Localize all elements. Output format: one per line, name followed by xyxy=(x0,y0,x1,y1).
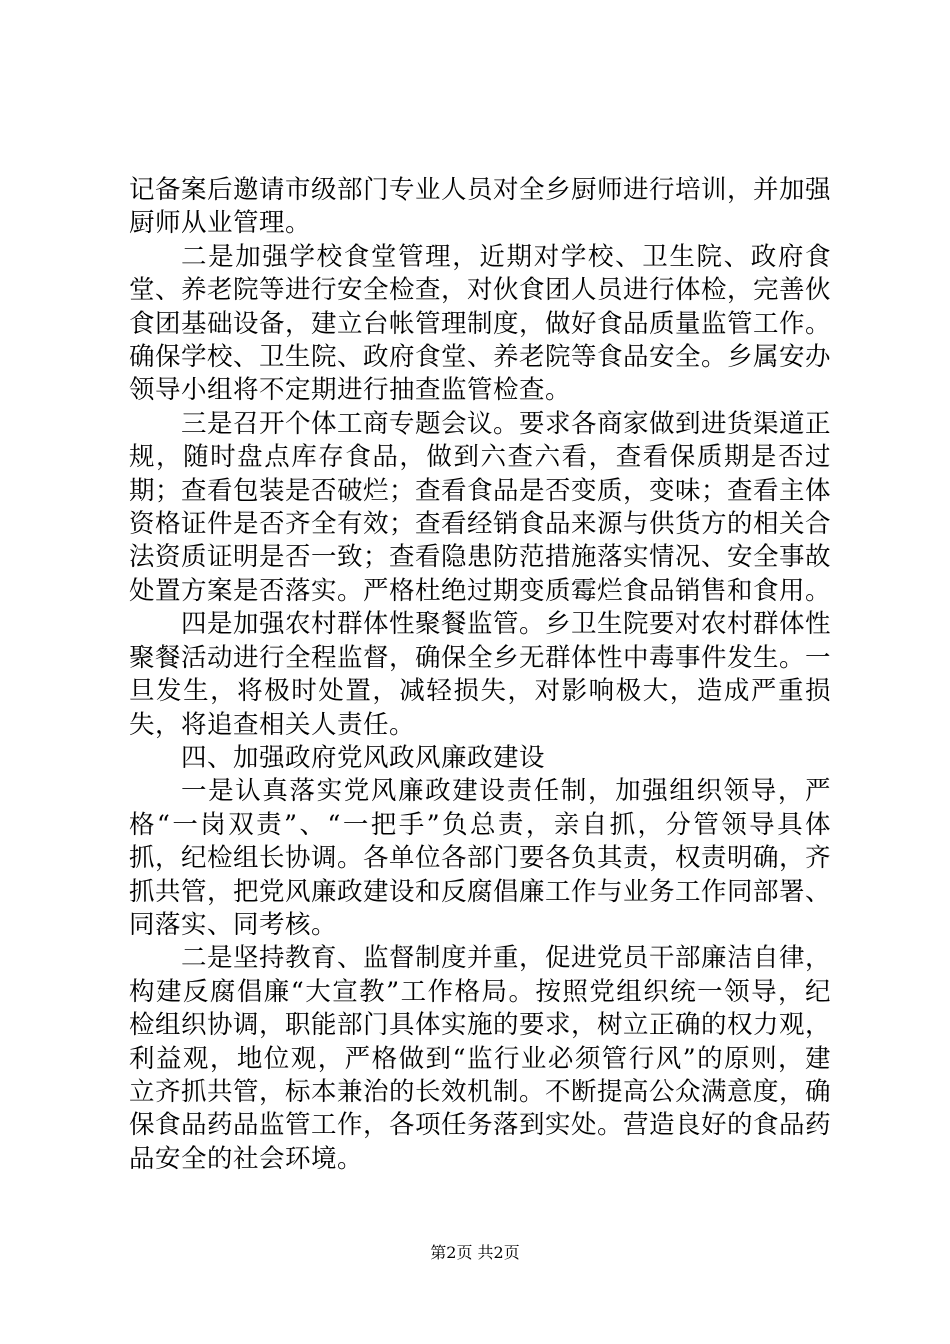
paragraph-6: 二是坚持教育、监督制度并重，促进党员干部廉洁自律，构建反腐倡廉“大宣教”工作格局。按照党组织统一领导，纪检组织协调，职能部门具体实施的要求，树立正确的权力观，利益观，地位观，严格做到“监行业必须管行风”的原则，建立齐抓共管，标本兼治的长效机制。不断提高公众满意度，确保食品药品监管工作，各项任务落到实处。营造良好的食品药品安全的社会环境。 xyxy=(129,943,832,1174)
paragraph-1: 记备案后邀请市级部门专业人员对全乡厨师进行培训，并加强厨师从业管理。 xyxy=(129,175,832,239)
document-body xyxy=(129,174,831,1176)
paragraph-5: 一是认真落实党风廉政建设责任制，加强组织领导，严格“一岗双责”、“一把手”负总责，亲自抓，分管领导具体抓，纪检组长协调。各单位各部门要各负其责，权责明确，齐抓共管，把党风廉政建设和反腐倡廉工作与业务工作同部署、同落实、同考核。 xyxy=(129,776,832,940)
paragraph-2: 二是加强学校食堂管理，近期对学校、卫生院、政府食堂、养老院等进行安全检查，对伙食团人员进行体检，完善伙食团基础设备，建立台帐管理制度，做好食品质量监管工作。确保学校、卫生院、政府食堂、养老院等食品安全。乡属安办领导小组将不定期进行抽查监管检查。 xyxy=(129,241,832,406)
page-footer: 第2页 共2页 xyxy=(430,1243,520,1262)
paragraph-4: 四是加强农村群体性聚餐监管。乡卫生院要对农村群体性聚餐活动进行全程监督，确保全乡无群体性中毒事件发生。一旦发生，将极时处置，减轻损失，对影响极大，造成严重损失，将追查相关人责任。 xyxy=(129,609,832,740)
section-heading: 四、加强政府党风政风廉政建设 xyxy=(181,742,546,773)
paragraph-3: 三是召开个体工商专题会议。要求各商家做到进货渠道正规，随时盘点库存食品，做到六查六看，查看保质期是否过期；查看包装是否破烂；查看食品是否变质，变味；查看主体资格证件是否齐全有效；查看经销食品来源与供货方的相关合法资质证明是否一致；查看隐患防范措施落实情况、安全事故处置方案是否落实。严格杜绝过期变质霉烂食品销售和食用。 xyxy=(129,408,832,606)
